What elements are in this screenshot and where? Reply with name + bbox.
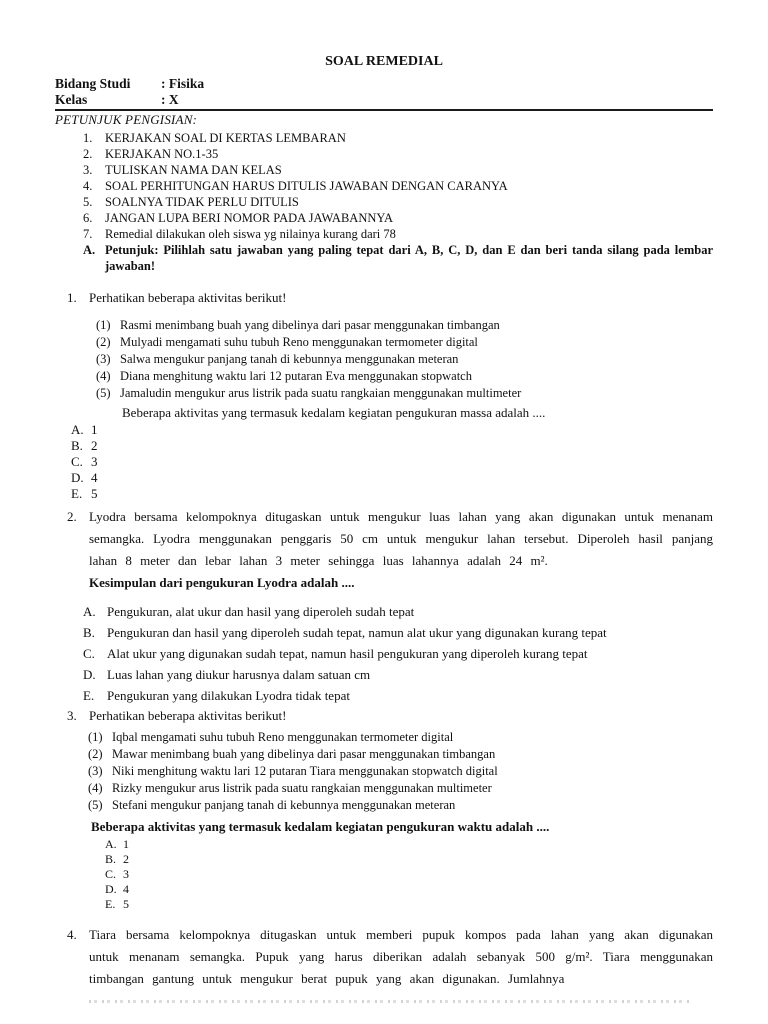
option-text: Alat ukur yang digunakan sudah tepat, namun hasil pengukuran yang diperoleh kurang tepat	[107, 646, 588, 661]
activity-marker: (1)	[96, 318, 111, 332]
option-label: B.	[71, 438, 83, 453]
question-4-paragraph	[67, 924, 713, 990]
instruction-text: TULISKAN NAMA DAN KELAS	[105, 163, 282, 177]
instruction-marker: 4.	[83, 179, 93, 193]
option-label: C.	[83, 646, 95, 661]
option-label: B.	[83, 625, 95, 640]
option-label: A.	[83, 604, 96, 619]
question-number: 1.	[67, 290, 77, 305]
question-2-paragraph	[67, 506, 713, 572]
meta-value-subject: : Fisika	[161, 76, 205, 91]
meta-label-class: Kelas	[55, 92, 88, 107]
activity-item	[96, 334, 713, 351]
answer-option	[83, 645, 713, 663]
option-text: 5	[123, 897, 129, 911]
option-label: A.	[105, 837, 117, 851]
instruction-item	[83, 130, 713, 146]
activity-marker: (2)	[88, 747, 103, 761]
meta-value-class: : X	[161, 92, 179, 107]
instructions-heading: PETUNJUK PENGISIAN:	[55, 112, 198, 127]
answer-option	[71, 454, 713, 470]
option-text: Pengukuran yang dilakukan Lyodra tidak tepat	[107, 688, 350, 703]
instruction-marker: 7.	[83, 227, 93, 241]
meta-label-subject: Bidang Studi	[55, 76, 131, 91]
instruction-text: KERJAKAN SOAL DI KERTAS LEMBARAN	[105, 131, 346, 145]
question-3	[55, 708, 713, 912]
instruction-item-petunjuk	[83, 242, 713, 274]
option-label: E.	[83, 688, 95, 703]
page-title: SOAL REMEDIAL	[325, 54, 443, 69]
answer-option	[71, 470, 713, 486]
activity-item	[96, 351, 713, 368]
spacer	[55, 912, 713, 924]
question-2-stem: Kesimpulan dari pengukuran Lyodra adalah ....	[89, 575, 355, 590]
activity-marker: (1)	[88, 730, 103, 744]
activity-item	[96, 368, 713, 385]
activity-item	[96, 385, 713, 402]
instruction-item	[83, 210, 713, 226]
instruction-marker: 1.	[83, 131, 93, 145]
activity-text: Stefani mengukur panjang tanah di kebunnya menggunakan meteran	[112, 798, 456, 812]
question-3-stem: Beberapa aktivitas yang termasuk kedalam kegiatan pengukuran waktu adalah ....	[91, 819, 550, 834]
header-meta	[55, 76, 713, 108]
question-3-options	[55, 837, 713, 912]
answer-option	[83, 666, 713, 684]
instruction-text: SOAL PERHITUNGAN HARUS DITULIS JAWABAN DENGAN CARANYA	[105, 179, 508, 193]
activity-item	[88, 729, 713, 746]
instruction-marker: 6.	[83, 211, 93, 225]
instruction-item	[83, 178, 713, 194]
instruction-marker: 5.	[83, 195, 93, 209]
activity-text: Mawar menimbang buah yang dibelinya dari pasar menggunakan timbangan	[112, 747, 496, 761]
question-1-stem: Beberapa aktivitas yang termasuk kedalam kegiatan pengukuran massa adalah ....	[122, 405, 546, 420]
question-3-heading	[67, 708, 713, 724]
answer-option	[105, 852, 713, 867]
activity-marker: (2)	[96, 335, 111, 349]
option-label: A.	[71, 422, 84, 437]
option-label: D.	[71, 470, 84, 485]
option-text: 1	[123, 837, 129, 851]
activity-marker: (5)	[96, 386, 111, 400]
answer-option	[83, 687, 713, 705]
instruction-marker: 2.	[83, 147, 93, 161]
instruction-text: Remedial dilakukan oleh siswa yg nilainya kurang dari 78	[105, 227, 396, 241]
question-1-heading	[67, 290, 713, 306]
activity-item	[88, 763, 713, 780]
meta-row-subject	[55, 76, 713, 92]
answer-option	[71, 486, 713, 502]
option-text: 2	[91, 438, 98, 453]
question-number: 2.	[67, 509, 77, 524]
question-number: 3.	[67, 708, 77, 723]
instruction-text: KERJAKAN NO.1-35	[105, 147, 219, 161]
answer-option	[105, 867, 713, 882]
activity-item	[88, 746, 713, 763]
activity-item	[96, 317, 713, 334]
activity-item	[88, 780, 713, 797]
answer-option	[83, 603, 713, 621]
activity-text: Mulyadi mengamati suhu tubuh Reno menggunakan termometer digital	[120, 335, 478, 349]
instruction-text: Petunjuk: Pilihlah satu jawaban yang paling tepat dari A, B, C, D, dan E dan beri tanda silang pada lembar jawaban!	[105, 243, 713, 273]
activity-text: Diana menghitung waktu lari 12 putaran Eva menggunakan stopwatch	[120, 369, 472, 383]
option-text: 5	[91, 486, 98, 501]
option-text: Pengukuran dan hasil yang diperoleh sudah tepat, namun alat ukur yang digunakan kurang tepat	[107, 625, 607, 640]
answer-option	[105, 837, 713, 852]
option-label: C.	[105, 867, 117, 881]
instruction-marker: A.	[83, 243, 96, 257]
answer-option	[71, 438, 713, 454]
activity-item	[88, 797, 713, 814]
question-1-activity-list	[55, 317, 713, 402]
clipped-text-line	[89, 1000, 689, 1003]
activity-marker: (4)	[96, 369, 111, 383]
option-label: B.	[105, 852, 117, 866]
instructions-list	[55, 130, 713, 274]
activity-text: Rizky mengukur arus listrik pada suatu rangkaian menggunakan multimeter	[112, 781, 492, 795]
instruction-item	[83, 146, 713, 162]
instruction-item	[83, 162, 713, 178]
option-label: E.	[71, 486, 83, 501]
instruction-text: JANGAN LUPA BERI NOMOR PADA JAWABANNYA	[105, 211, 394, 225]
meta-row-class	[55, 92, 713, 108]
option-text: Luas lahan yang diukur harusnya dalam satuan cm	[107, 667, 371, 682]
question-2	[55, 506, 713, 705]
question-text: Perhatikan beberapa aktivitas berikut!	[89, 708, 287, 723]
question-2-options	[55, 603, 713, 705]
activity-text: Niki menghitung waktu lari 12 putaran Tiara menggunakan stopwatch digital	[112, 764, 498, 778]
option-label: D.	[83, 667, 96, 682]
question-text: Tiara bersama kelompoknya ditugaskan untuk memberi pupuk kompos pada lahan yang akan digunakan untuk menanam semangka. Pupuk yang harus diberikan adalah sebanyak 500 g/m². Tiara menggunakan timbangan gantung untuk mengukur berat pupuk yang akan digunakan. Jumlahnya	[89, 927, 713, 986]
instruction-item	[83, 226, 713, 242]
question-1	[55, 290, 713, 502]
instruction-item	[83, 194, 713, 210]
question-3-activity-list	[55, 729, 713, 814]
spacer	[55, 274, 713, 290]
option-label: C.	[71, 454, 83, 469]
option-label: D.	[105, 882, 117, 896]
activity-text: Iqbal mengamati suhu tubuh Reno menggunakan termometer digital	[112, 730, 454, 744]
answer-option	[105, 897, 713, 912]
question-text: Lyodra bersama kelompoknya ditugaskan untuk mengukur luas lahan yang akan digunakan untuk menanam semangka. Lyodra menggunakan penggaris 50 cm untuk mengukur lahan tersebut. Diperoleh hasil panjang lahan 8 meter dan lebar lahan 3 meter sehingga luas lahannya adalah 24 m².	[89, 509, 713, 568]
answer-option	[105, 882, 713, 897]
option-text: 1	[91, 422, 98, 437]
instruction-text: SOALNYA TIDAK PERLU DITULIS	[105, 195, 299, 209]
activity-text: Jamaludin mengukur arus listrik pada suatu rangkaian menggunakan multimeter	[120, 386, 522, 400]
option-label: E.	[105, 897, 116, 911]
option-text: 4	[91, 470, 98, 485]
option-text: 3	[123, 867, 129, 881]
answer-option	[83, 624, 713, 642]
activity-text: Rasmi menimbang buah yang dibelinya dari pasar menggunakan timbangan	[120, 318, 500, 332]
option-text: 4	[123, 882, 129, 896]
question-1-options	[55, 422, 713, 502]
activity-marker: (5)	[88, 798, 103, 812]
instruction-marker: 3.	[83, 163, 93, 177]
activity-marker: (3)	[96, 352, 111, 366]
question-4	[55, 924, 713, 1003]
option-text: Pengukuran, alat ukur dan hasil yang diperoleh sudah tepat	[107, 604, 415, 619]
option-text: 3	[91, 454, 98, 469]
question-text: Perhatikan beberapa aktivitas berikut!	[89, 290, 287, 305]
activity-text: Salwa mengukur panjang tanah di kebunnya menggunakan meteran	[120, 352, 459, 366]
activity-marker: (3)	[88, 764, 103, 778]
activity-marker: (4)	[88, 781, 103, 795]
answer-option	[71, 422, 713, 438]
question-number: 4.	[67, 927, 77, 942]
option-text: 2	[123, 852, 129, 866]
